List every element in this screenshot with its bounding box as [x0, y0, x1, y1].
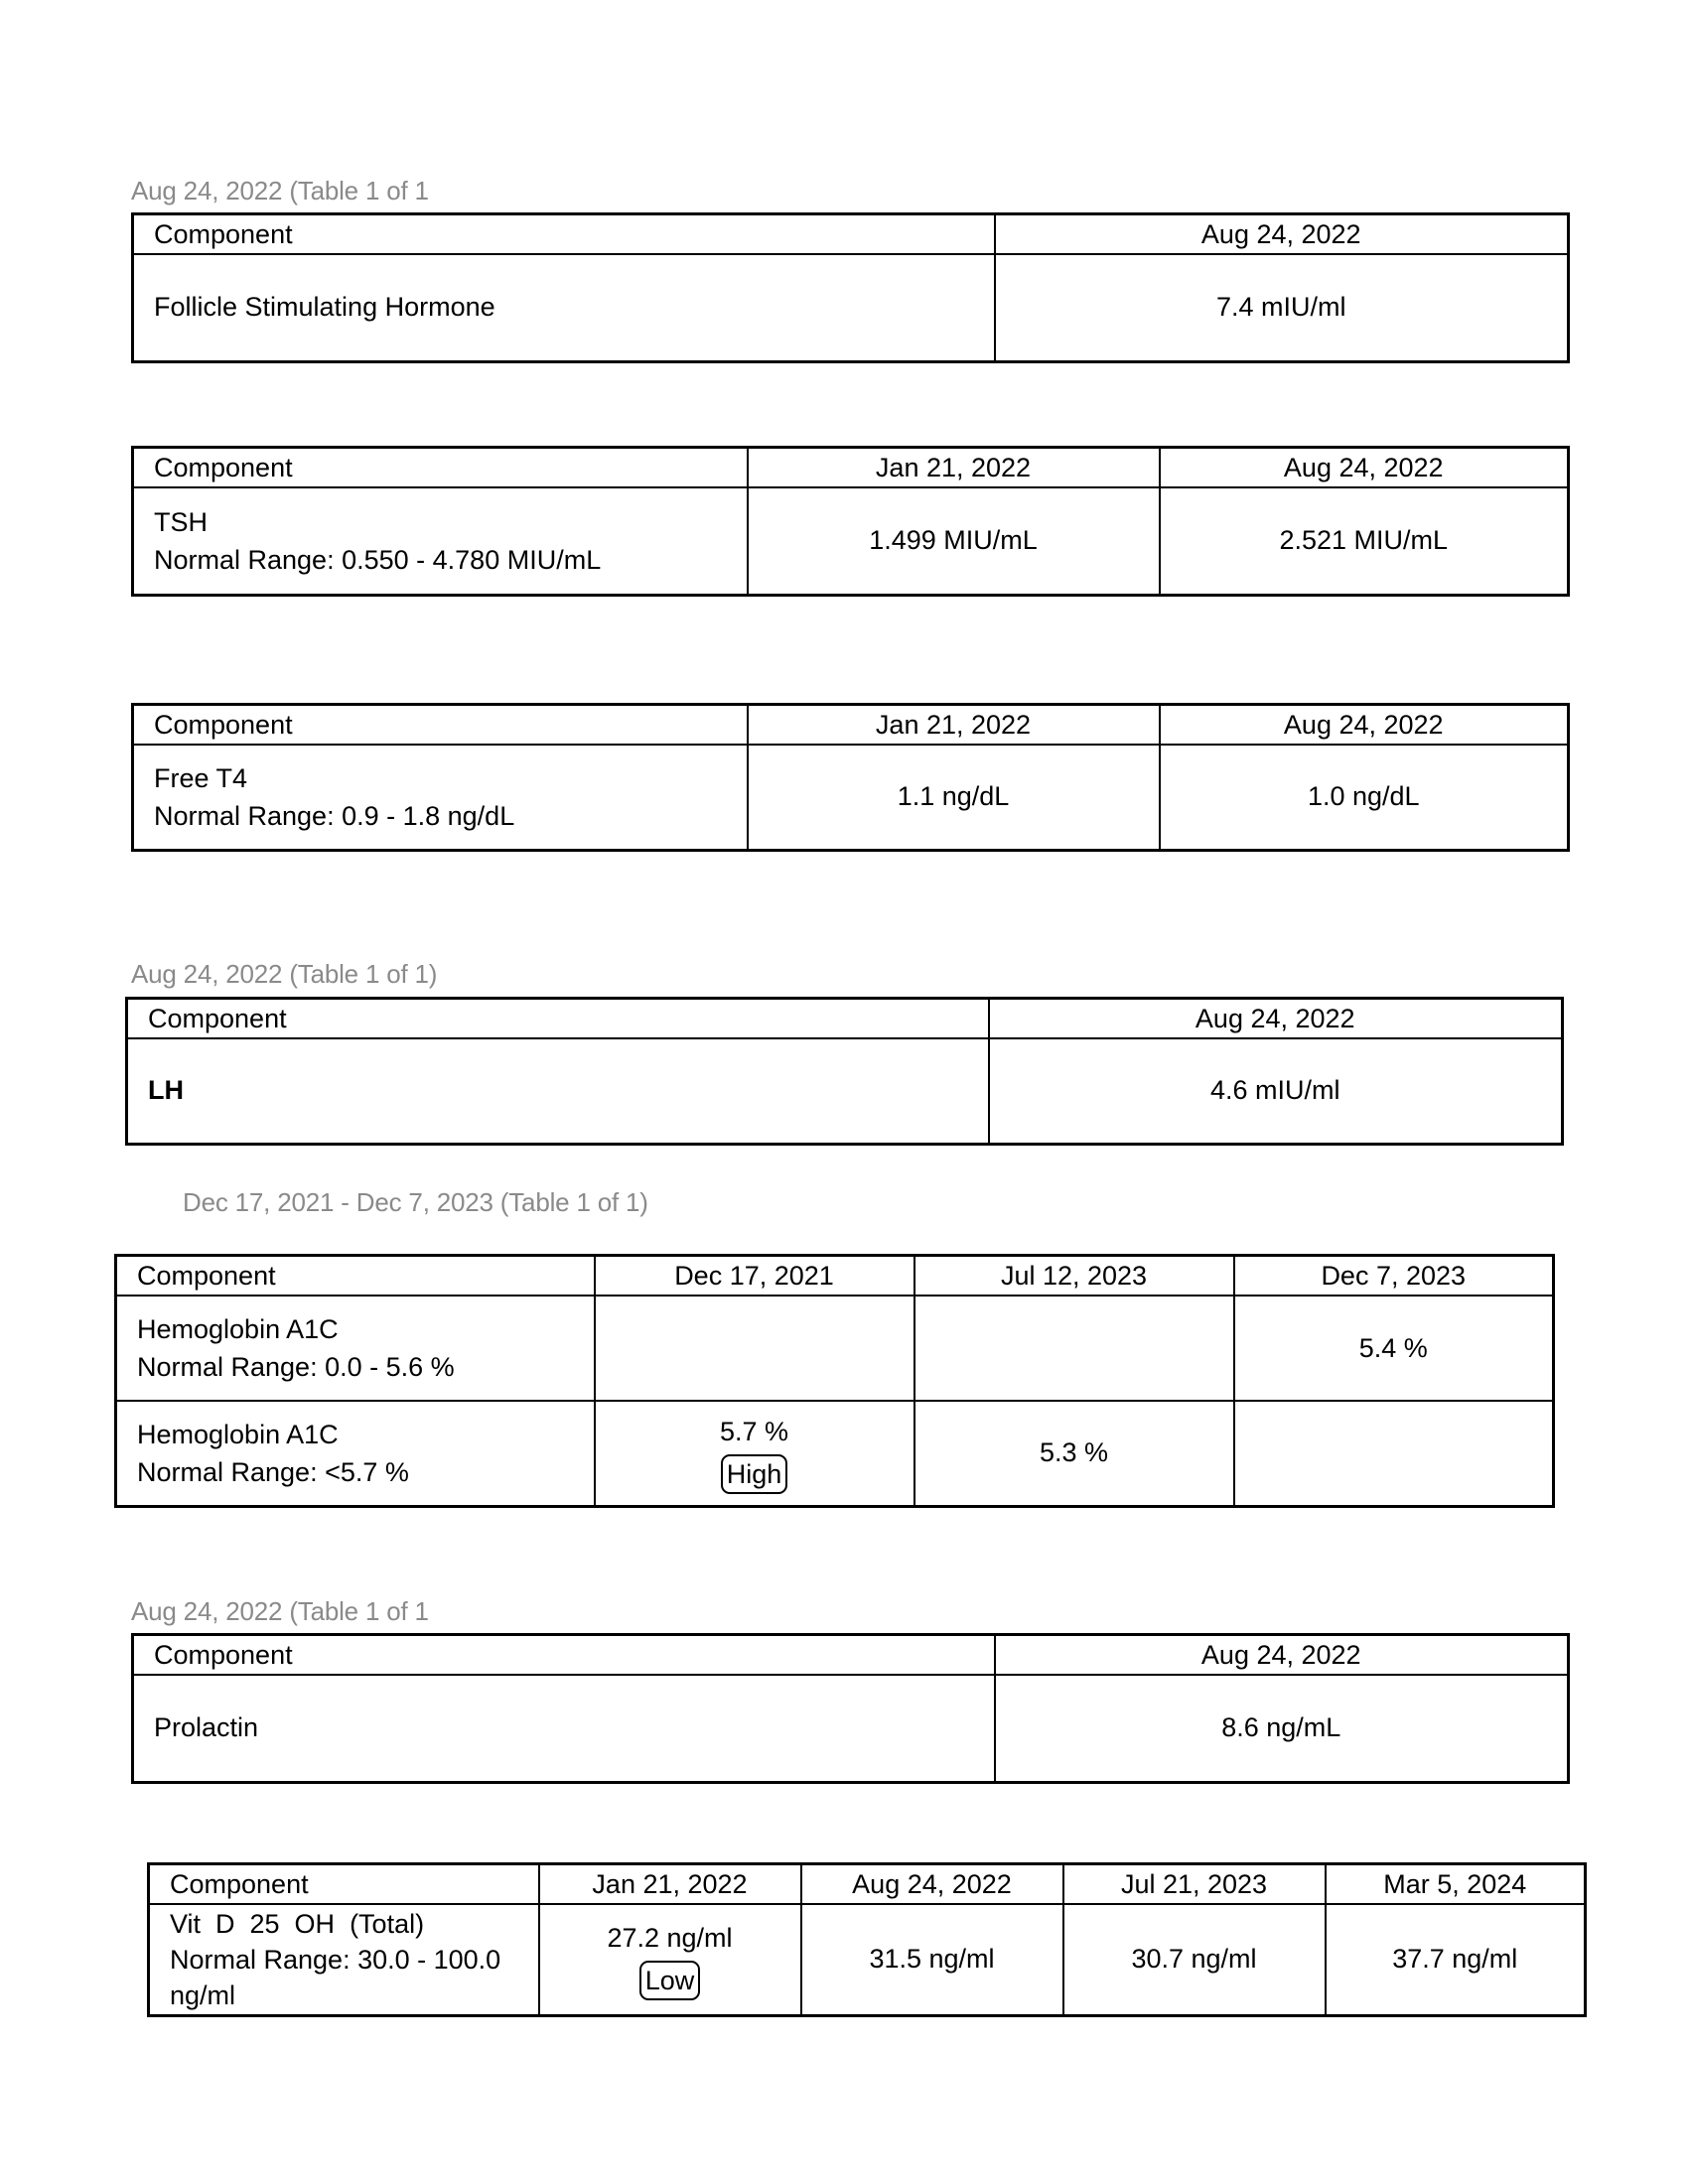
component-cell: [116, 1401, 595, 1506]
result-value: 4.6 mIU/ml: [989, 1038, 1563, 1144]
tsh-table: [131, 446, 1570, 597]
table-row: [133, 487, 1569, 595]
prolactin-table: [131, 1633, 1570, 1784]
header-date: Jan 21, 2022: [748, 448, 1160, 488]
result-value: 1.499 MIU/mL: [748, 487, 1160, 595]
lh-caption: Aug 24, 2022 (Table 1 of 1): [131, 959, 438, 989]
header-component: Component: [116, 1256, 595, 1297]
result-value: 5.7 %: [719, 1416, 789, 1446]
header-date: Aug 24, 2022: [801, 1864, 1063, 1905]
header-date: Jan 21, 2022: [748, 705, 1160, 746]
table-row: [133, 745, 1569, 850]
header-component: Component: [149, 1864, 539, 1905]
header-component: Component: [127, 999, 989, 1039]
header-date: Aug 24, 2022: [995, 1635, 1569, 1676]
header-date: Dec 7, 2023: [1234, 1256, 1554, 1297]
table-row: [133, 1675, 1569, 1782]
component-name: Hemoglobin A1C: [137, 1314, 339, 1344]
result-value: [1234, 1401, 1554, 1506]
table-header-row: [116, 1256, 1554, 1297]
header-component: Component: [133, 448, 748, 488]
result-value: 27.2 ng/ml: [607, 1922, 733, 1953]
result-value: 37.7 ng/ml: [1326, 1904, 1586, 2015]
normal-range-unit: ng/ml: [170, 1979, 236, 2010]
header-date: Aug 24, 2022: [1160, 448, 1569, 488]
component-cell: [133, 745, 748, 850]
table-header-row: [149, 1864, 1586, 1905]
normal-range: Normal Range: 0.0 - 5.6 %: [137, 1352, 455, 1382]
low-flag-badge: Low: [639, 1961, 701, 2000]
result-value: [914, 1296, 1234, 1401]
result-value: 1.1 ng/dL: [748, 745, 1160, 850]
component-name: Free T4: [154, 762, 248, 793]
header-date: Aug 24, 2022: [1160, 705, 1569, 746]
table-header-row: [133, 448, 1569, 488]
table-row: [133, 254, 1569, 361]
result-value: 30.7 ng/ml: [1063, 1904, 1326, 2015]
a1c-caption: Dec 17, 2021 - Dec 7, 2023 (Table 1 of 1): [183, 1187, 648, 1217]
table-header-row: [133, 1635, 1569, 1676]
fsh-table: [131, 212, 1570, 363]
result-value: [595, 1296, 914, 1401]
component-cell: [133, 487, 748, 595]
header-date: Dec 17, 2021: [595, 1256, 914, 1297]
result-value: 5.3 %: [914, 1401, 1234, 1506]
result-cell: [539, 1904, 801, 2015]
normal-range: Normal Range: <5.7 %: [137, 1456, 409, 1487]
header-component: Component: [133, 1635, 995, 1676]
table-row: [127, 1038, 1563, 1144]
header-date: Jul 21, 2023: [1063, 1864, 1326, 1905]
result-value: 8.6 ng/mL: [995, 1675, 1569, 1782]
component-name: Prolactin: [133, 1675, 995, 1782]
header-date: Mar 5, 2024: [1326, 1864, 1586, 1905]
header-component: Component: [133, 705, 748, 746]
header-date: Jul 12, 2023: [914, 1256, 1234, 1297]
prolactin-caption: Aug 24, 2022 (Table 1 of 1: [131, 1596, 429, 1626]
component-name: Vit D 25 OH (Total): [170, 1908, 425, 1939]
a1c-table: [114, 1254, 1555, 1508]
result-value: 5.4 %: [1234, 1296, 1554, 1401]
component-name: LH: [127, 1038, 989, 1144]
table-row: [149, 1904, 1586, 2015]
free-t4-table: [131, 703, 1570, 852]
component-name: TSH: [154, 506, 208, 537]
normal-range: Normal Range: 30.0 - 100.0: [170, 1944, 501, 1975]
component-cell: [149, 1904, 539, 2015]
vitamin-d-table: [147, 1862, 1587, 2017]
header-date: Aug 24, 2022: [989, 999, 1563, 1039]
high-flag-badge: High: [721, 1454, 788, 1494]
normal-range: Normal Range: 0.9 - 1.8 ng/dL: [154, 800, 515, 831]
header-component: Component: [133, 214, 995, 255]
table-row: [116, 1401, 1554, 1506]
table-header-row: [133, 214, 1569, 255]
result-value: 31.5 ng/ml: [801, 1904, 1063, 2015]
fsh-caption: Aug 24, 2022 (Table 1 of 1: [131, 176, 429, 205]
result-value: 2.521 MIU/mL: [1160, 487, 1569, 595]
component-name: Follicle Stimulating Hormone: [133, 254, 995, 361]
normal-range: Normal Range: 0.550 - 4.780 MIU/mL: [154, 544, 602, 575]
result-value: 1.0 ng/dL: [1160, 745, 1569, 850]
header-date: Aug 24, 2022: [995, 214, 1569, 255]
lh-table: [125, 997, 1564, 1146]
component-cell: [116, 1296, 595, 1401]
result-value: 7.4 mIU/ml: [995, 254, 1569, 361]
table-row: [116, 1296, 1554, 1401]
header-date: Jan 21, 2022: [539, 1864, 801, 1905]
table-header-row: [133, 705, 1569, 746]
table-header-row: [127, 999, 1563, 1039]
component-name: Hemoglobin A1C: [137, 1419, 339, 1449]
result-cell: [595, 1401, 914, 1506]
